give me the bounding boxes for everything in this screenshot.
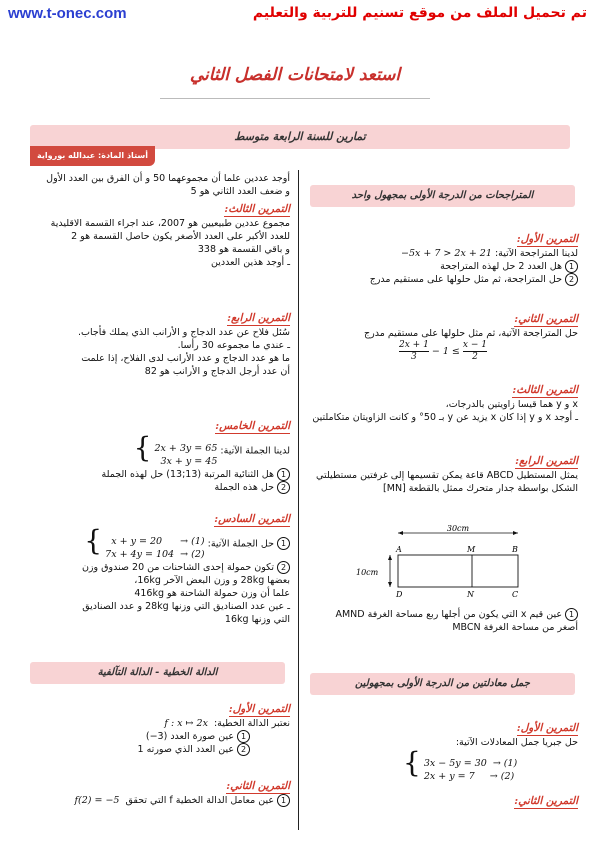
circled-number: 1	[565, 260, 578, 273]
exercise-title: التمرين الثاني:	[514, 313, 578, 325]
point-a: A	[396, 545, 402, 554]
question: عين معامل الدالة الخطية f التي تحقق	[125, 795, 274, 806]
point-c: C	[512, 590, 519, 599]
circled-number: 2	[237, 743, 250, 756]
ex-line: ـ أوجد x و y إذا كان x يزيد عن y بـ 50° و كانت الزاويتان متكاملتين	[312, 412, 578, 423]
left-top-exercise	[22, 172, 290, 198]
ex-line: ما هو عدد الدجاج و عدد الأرانب لدى الفلاح، إذا علمت	[81, 353, 290, 364]
point-m: M	[467, 545, 476, 554]
ex-line: ـ عندي ما مجموعه 30 رأسا.	[177, 340, 290, 351]
page-title: استعد لامتحانات الفصل الثاني	[160, 58, 430, 99]
level-banner: تمارين للسنة الرابعة متوسط	[30, 125, 570, 149]
exercise-title: التمرين الأول:	[516, 722, 578, 734]
ex-line: بعضها 28kg و وزن البعض الآخر 16kg،	[134, 574, 290, 586]
condition: f(2) = −5	[74, 795, 120, 806]
circled-number: 1	[277, 537, 290, 550]
equation-system: 3x − 5y = 30 → (1) 2x + y = 7 → (2)	[423, 757, 518, 782]
question: حل هذه الجملة	[214, 481, 274, 493]
left-ex3	[22, 203, 290, 269]
fraction-left: $\frac{2x + 1}{3}$	[399, 340, 429, 362]
ex-line: ـ أوجد هذين العددين	[210, 257, 290, 268]
exercise-title: التمرين الثاني:	[226, 780, 290, 792]
question: عين العدد الذي صورته 1	[137, 744, 234, 755]
question: عين صورة العدد (3−)	[145, 731, 234, 742]
exercise-title: التمرين الأول:	[516, 233, 578, 245]
circled-number: 1	[277, 468, 290, 481]
left-ex4	[22, 312, 290, 378]
inequality: −5x + 7 > 2x + 21	[401, 248, 492, 259]
exercise-title: التمرين الرابع:	[227, 312, 290, 324]
exercise-title: التمرين الثالث:	[224, 203, 290, 215]
professor-badge: أستاذ المادة: عبدالله بورواية	[30, 146, 155, 166]
right-ex4	[308, 455, 578, 495]
arrow-head	[388, 555, 392, 560]
circled-number: 2	[565, 273, 578, 286]
ex-line: يمثل المستطيل ABCD قاعة يمكن تقسيمها إلى غرفتين مستطيلتي	[316, 470, 578, 481]
exercise-title: التمرين الرابع:	[515, 455, 578, 467]
ex-line: مجموع عددين طبيعيين هو 2007، عند اجراء القسمة الاقليدية	[50, 218, 290, 229]
ex-line: و ضعف العدد الثاني هو 5	[190, 186, 290, 197]
arrow-head	[513, 531, 518, 535]
ex-intro: لدينا المتراجحة الآتية:	[494, 248, 578, 259]
question: هل العدد 2 حل لهذه المتراجحة	[440, 261, 562, 272]
question: هل الثنائية المرتبة (13;13) حل لهذه الجملة	[101, 468, 274, 480]
ex-line: x و y هما قيسا زاويتين بالدرجات،	[445, 399, 578, 410]
function-def: f : x ↦ 2x	[164, 718, 208, 729]
ex-intro: حل الجملة الآتية:	[207, 538, 274, 550]
rectangle-figure	[350, 525, 540, 600]
right-ex6	[308, 795, 578, 809]
ex-line: للعدد الأكبر على العدد الأصغر يكون حاصل القسمة هو 2	[71, 231, 290, 242]
question-cont: أصغر من مساحة الغرفة MBCN	[452, 622, 578, 633]
ex-text: حل المتراجحة الآتية، ثم مثل حلولها على مستقيم مدرج	[364, 328, 578, 339]
left-ex7	[22, 703, 290, 756]
ex-line: أوجد عددين علما أن مجموعهما 50 و أن الفرق بين العدد الأول	[46, 173, 290, 184]
point-n: N	[467, 590, 474, 599]
ex-line: علما أن وزن حمولة الشاحنة هو 416kg	[134, 587, 290, 599]
brace-icon: {	[403, 746, 421, 779]
brace-icon: {	[84, 524, 103, 557]
exercise-title: التمرين السادس:	[214, 513, 290, 525]
section-functions: الدالة الخطية - الدالة التآلفية	[30, 662, 285, 684]
section-inequalities: المتراجحات من الدرجة الأولى بمجهول واحد	[310, 185, 575, 207]
circled-number: 1	[565, 608, 578, 621]
right-ex1	[308, 233, 578, 286]
point-d: D	[396, 590, 403, 599]
left-ex8	[22, 780, 290, 807]
ex-line: و باقي القسمة هو 338	[197, 244, 290, 255]
inequality-middle: − 1 ≤	[431, 346, 460, 357]
equation-system: 2x + 3y = 65 3x + y = 45	[154, 442, 218, 467]
right-ex5	[308, 722, 578, 783]
column-divider	[298, 170, 299, 830]
arrow-head	[398, 531, 403, 535]
rectangle-abcd	[398, 555, 518, 587]
circled-number: 1	[277, 794, 290, 807]
circled-number: 1	[237, 730, 250, 743]
site-url[interactable]: www.t-onec.com	[8, 5, 127, 22]
ex-line: أن عدد أرجل الدجاج و الأرانب هو 82	[144, 366, 290, 377]
fraction-right: $\frac{x - 1}{2}$	[462, 340, 487, 362]
left-ex5	[22, 420, 290, 494]
question: حل المتراجحة، ثم مثل حلولها على مستقيم مدرج	[369, 274, 562, 285]
right-ex4-question	[308, 608, 578, 634]
ex-intro: نعتبر الدالة الخطية:	[213, 718, 290, 729]
ex-line: ـ عين عدد الصناديق التي وزنها 28kg و عدد الصناديق	[82, 600, 290, 612]
exercise-title: التمرين الخامس:	[215, 420, 290, 432]
section-systems: جمل معادلتين من الدرجة الأولى بمجهولين	[310, 673, 575, 695]
brace-icon: {	[133, 431, 152, 464]
ex-line: الشكل بواسطة جدار متحرك ممثل بالقطعة [MN]	[383, 483, 578, 494]
circled-number: 2	[277, 481, 290, 494]
ex-intro: لدينا الجملة الآتية:	[220, 445, 290, 457]
download-notice: تم تحميل الملف من موقع تسنيم للتربية والتعليم	[252, 5, 587, 21]
question: عين قيم x التي يكون من أجلها ربع مساحة الغرفة AMND	[335, 609, 562, 620]
equation-system: x + y = 20 → (1) 7x + 4y = 104 → (2)	[105, 535, 205, 560]
exercise-title: التمرين الأول:	[228, 703, 290, 715]
ex-line: تكون حمولة إحدى الشاحنات من 20 صندوق وزن	[81, 561, 274, 573]
exercise-title: التمرين الثالث:	[512, 384, 578, 396]
circled-number: 2	[277, 561, 290, 574]
right-ex2	[308, 313, 578, 363]
right-ex3	[308, 384, 578, 424]
arrow-head	[388, 582, 392, 587]
left-ex6	[22, 513, 290, 626]
height-label: 10cm	[356, 568, 379, 577]
point-b: B	[512, 545, 518, 554]
width-label: 30cm	[446, 525, 470, 533]
exercise-title: التمرين الثاني:	[514, 795, 578, 807]
ex-line: التي وزنها 16kg	[224, 613, 290, 625]
ex-text: حل جبريا جمل المعادلات الآتية:	[455, 737, 578, 748]
ex-line: سُئل فلاح عن عدد الدجاج و الأرانب الذي يملك فأجاب.	[77, 327, 290, 338]
